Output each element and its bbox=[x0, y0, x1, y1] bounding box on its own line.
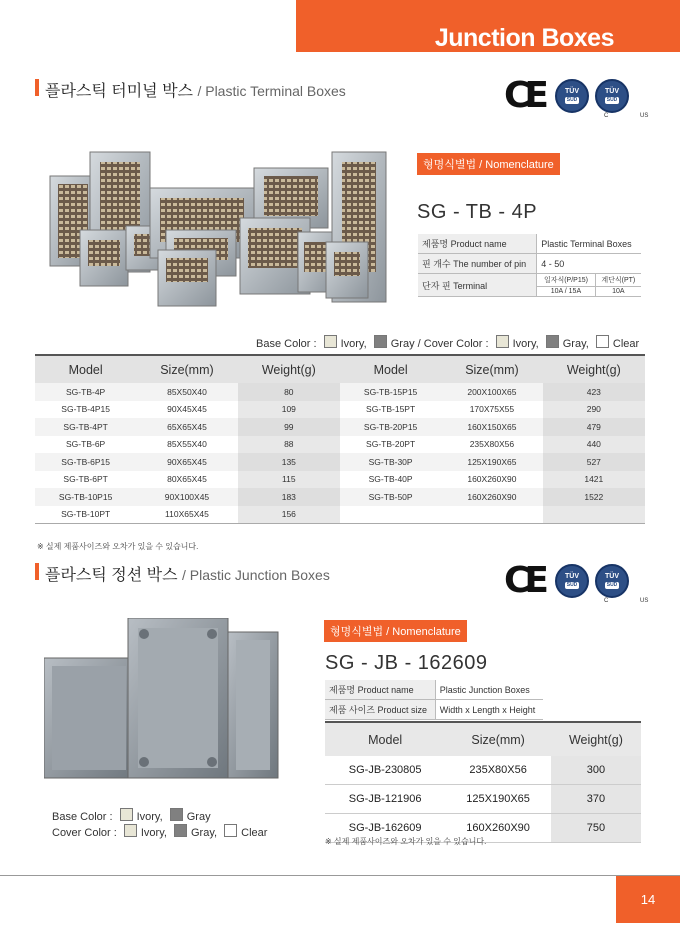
section-accent-bar bbox=[35, 79, 39, 96]
tuv-sud-cus-icon: TÜV SÜD bbox=[595, 79, 629, 113]
spec-product-name-value: Plastic Terminal Boxes bbox=[537, 234, 641, 254]
table-row bbox=[325, 785, 641, 814]
page-number: 14 bbox=[616, 876, 680, 923]
terminal-spec-table bbox=[418, 234, 641, 297]
terminal-section-title bbox=[45, 78, 346, 101]
table-row bbox=[35, 418, 645, 436]
spec-pins-value: 4 - 50 bbox=[537, 254, 641, 274]
ce-mark-icon: CE bbox=[504, 75, 544, 116]
table-cell: 160X260X90 bbox=[441, 488, 542, 506]
gray-swatch bbox=[374, 335, 387, 348]
table-cell: SG-TB-10PT bbox=[61, 509, 111, 520]
junction-section-title bbox=[45, 562, 330, 585]
table-header: Model bbox=[340, 355, 441, 383]
table-header: Model bbox=[35, 355, 136, 383]
table-cell: 235X80X56 bbox=[445, 756, 551, 785]
tuv-sud-icon: TÜV SÜD bbox=[555, 79, 589, 113]
legend-clear: Clear bbox=[241, 827, 268, 839]
table-cell: 200X100X65 bbox=[441, 383, 542, 401]
table-header: Size(mm) bbox=[445, 722, 551, 756]
terminal-color-legend bbox=[256, 335, 639, 350]
spec-product-name-label: 제품명 Product name bbox=[418, 234, 537, 254]
spec-terminal-label: 단자 핀 Terminal bbox=[418, 274, 537, 297]
table-cell: 88 bbox=[238, 436, 340, 454]
spec-product-name-value: Plastic Junction Boxes bbox=[435, 680, 543, 700]
table-row bbox=[325, 756, 641, 785]
section-accent-bar bbox=[35, 563, 39, 580]
table-cell: 65X65X45 bbox=[136, 418, 237, 436]
table-cell: SG-TB-10P15 bbox=[35, 488, 136, 506]
table-cell: 423 bbox=[543, 383, 645, 401]
spec-terminal-col1-val: 10A / 15A bbox=[537, 287, 595, 297]
table-cell: 109 bbox=[238, 401, 340, 419]
table-cell: 125X190X65 bbox=[445, 785, 551, 814]
table-cell: 85X50X40 bbox=[136, 383, 237, 401]
table-cell: 1421 bbox=[543, 471, 645, 489]
tuv-sud-icon: TÜV SÜD bbox=[555, 564, 589, 598]
terminal-title-ko: 플라스틱 터미널 박스 bbox=[45, 83, 193, 100]
junction-spec-table bbox=[325, 680, 543, 720]
terminal-boxes-table bbox=[35, 354, 645, 524]
ce-mark-icon: CE bbox=[504, 560, 544, 601]
gray-swatch bbox=[546, 335, 559, 348]
table-cell: 90X65X45 bbox=[136, 453, 237, 471]
page-title: Junction Boxes bbox=[434, 24, 614, 52]
junction-title-en: / Plastic Junction Boxes bbox=[182, 567, 330, 583]
table-cell: SG-JB-230805 bbox=[325, 756, 445, 785]
table-cell: 1522 bbox=[543, 488, 645, 506]
table-cell: 183 bbox=[238, 488, 340, 506]
table-row bbox=[35, 471, 645, 489]
table-cell: 115 bbox=[238, 471, 340, 489]
footer-divider bbox=[0, 875, 680, 876]
terminal-code: SG - TB - 4P bbox=[417, 201, 538, 223]
table-header: Model bbox=[325, 722, 445, 756]
table-cell bbox=[441, 506, 542, 524]
clear-swatch bbox=[224, 824, 237, 837]
table-cell: 370 bbox=[551, 785, 641, 814]
table-cell: 90X45X45 bbox=[167, 404, 207, 415]
spec-pins-label: 핀 개수 The number of pin bbox=[418, 254, 537, 274]
table-cell: SG-TB-4PT bbox=[35, 418, 136, 436]
table-cell: SG-TB-6PT bbox=[63, 474, 108, 485]
table-cell: 235X80X56 bbox=[469, 439, 515, 450]
ivory-swatch bbox=[324, 335, 337, 348]
spec-product-size-label: 제품 사이즈 Product size bbox=[325, 700, 435, 720]
table-cell bbox=[543, 506, 645, 524]
tuv-c-mark: C bbox=[604, 113, 609, 119]
table-header: Weight(g) bbox=[551, 722, 641, 756]
legend-gray: Gray / bbox=[390, 338, 421, 350]
ivory-swatch bbox=[120, 808, 133, 821]
legend-gray: Gray, bbox=[191, 827, 218, 839]
table-cell: SG-TB-50P bbox=[340, 488, 441, 506]
table-cell: SG-TB-20P15 bbox=[340, 418, 441, 436]
table-cell: 440 bbox=[543, 436, 645, 454]
table-cell: SG-TB-6P bbox=[66, 439, 106, 450]
tuv-us-mark: US bbox=[640, 598, 649, 604]
table-cell: SG-TB-40P bbox=[368, 474, 413, 485]
table-cell: 527 bbox=[543, 453, 645, 471]
legend-ivory: Ivory, bbox=[136, 811, 163, 823]
table-cell: 99 bbox=[238, 418, 340, 436]
table-cell: SG-TB-15PT bbox=[366, 404, 416, 415]
table-cell: 479 bbox=[543, 418, 645, 436]
legend-gray: Gray, bbox=[562, 338, 589, 350]
table-cell: 170X75X55 bbox=[469, 404, 515, 415]
tuv-c-mark: C bbox=[604, 598, 609, 604]
gray-swatch bbox=[170, 808, 183, 821]
table-cell: SG-TB-6P15 bbox=[35, 453, 136, 471]
table-cell: 160X150X65 bbox=[441, 418, 542, 436]
table-cell: 290 bbox=[543, 401, 645, 419]
table-row bbox=[35, 383, 645, 401]
legend-ivory: Ivory, bbox=[340, 338, 367, 350]
table-header: Size(mm) bbox=[441, 355, 542, 383]
legend-clear: Clear bbox=[612, 338, 640, 350]
certification-logos bbox=[504, 75, 629, 116]
table-row bbox=[35, 453, 645, 471]
spec-terminal-col2-val: 10A bbox=[595, 287, 641, 297]
table-cell: 300 bbox=[551, 756, 641, 785]
junction-title-ko: 플라스틱 정션 박스 bbox=[45, 567, 178, 584]
table-cell: 85X55X40 bbox=[167, 439, 207, 450]
table-header: Size(mm) bbox=[136, 355, 237, 383]
table-cell: 135 bbox=[238, 453, 340, 471]
table-row bbox=[35, 401, 645, 419]
junction-cover-color-legend bbox=[52, 824, 267, 839]
table-row bbox=[35, 506, 645, 524]
ivory-swatch bbox=[124, 824, 137, 837]
terminal-title-en: / Plastic Terminal Boxes bbox=[197, 83, 346, 99]
table-cell: 80X65X45 bbox=[167, 474, 207, 485]
legend-cover-label: Cover Color : bbox=[52, 827, 117, 839]
legend-cover-label: Cover Color : bbox=[423, 338, 489, 350]
table-cell: 160X260X90 bbox=[467, 474, 517, 485]
table-header: Weight(g) bbox=[543, 355, 645, 383]
legend-base-label: Base Color : bbox=[52, 811, 113, 823]
table-cell: SG-TB-30P bbox=[340, 453, 441, 471]
certification-logos bbox=[504, 560, 629, 601]
spec-product-name-label: 제품명 Product name bbox=[325, 680, 435, 700]
junction-boxes-photo bbox=[44, 618, 294, 793]
table-cell: 80 bbox=[238, 383, 340, 401]
table-cell: SG-TB-4P15 bbox=[61, 404, 110, 415]
table-row bbox=[35, 488, 645, 506]
tuv-us-mark: US bbox=[640, 113, 649, 119]
table-cell: 750 bbox=[551, 814, 641, 843]
table-cell: 90X100X45 bbox=[136, 488, 237, 506]
table-cell: 156 bbox=[238, 506, 340, 524]
legend-base-label: Base Color : bbox=[256, 338, 317, 350]
tuv-sud-cus-icon: TÜV SÜD bbox=[595, 564, 629, 598]
table-cell: 160X260X90 bbox=[445, 814, 551, 843]
spec-product-size-value: Width x Length x Height bbox=[435, 700, 543, 720]
table-cell: 110X65X45 bbox=[165, 509, 209, 520]
table-row bbox=[35, 436, 645, 454]
spec-terminal-col1-head: 일자식(P/P15) bbox=[537, 274, 595, 287]
junction-base-color-legend bbox=[52, 808, 211, 823]
gray-swatch bbox=[174, 824, 187, 837]
legend-ivory: Ivory, bbox=[512, 338, 539, 350]
junction-code: SG - JB - 162609 bbox=[325, 652, 488, 674]
terminal-nomenclature-badge: 형명식별법 / Nomenclature bbox=[417, 153, 560, 175]
table-cell: 125X190X65 bbox=[441, 453, 542, 471]
table-cell: SG-TB-20PT bbox=[366, 439, 416, 450]
terminal-note: ※ 실제 제품사이즈와 오차가 있을 수 있습니다. bbox=[37, 542, 199, 551]
legend-gray: Gray bbox=[186, 811, 211, 823]
table-header: Weight(g) bbox=[238, 355, 340, 383]
table-cell: SG-JB-162609 bbox=[325, 814, 445, 843]
legend-ivory: Ivory, bbox=[140, 827, 167, 839]
clear-swatch bbox=[596, 335, 609, 348]
spec-terminal-col2-head: 계단식(PT) bbox=[595, 274, 641, 287]
ivory-swatch bbox=[496, 335, 509, 348]
junction-nomenclature-badge: 형명식별법 / Nomenclature bbox=[324, 620, 467, 642]
junction-note: ※ 실제 제품사이즈와 오차가 있을 수 있습니다. bbox=[325, 837, 487, 846]
table-cell: SG-JB-121906 bbox=[325, 785, 445, 814]
table-cell: SG-TB-15P15 bbox=[340, 383, 441, 401]
junction-boxes-table bbox=[325, 721, 641, 843]
table-cell bbox=[340, 506, 441, 524]
table-cell: SG-TB-4P bbox=[35, 383, 136, 401]
terminal-boxes-photo bbox=[40, 148, 390, 308]
